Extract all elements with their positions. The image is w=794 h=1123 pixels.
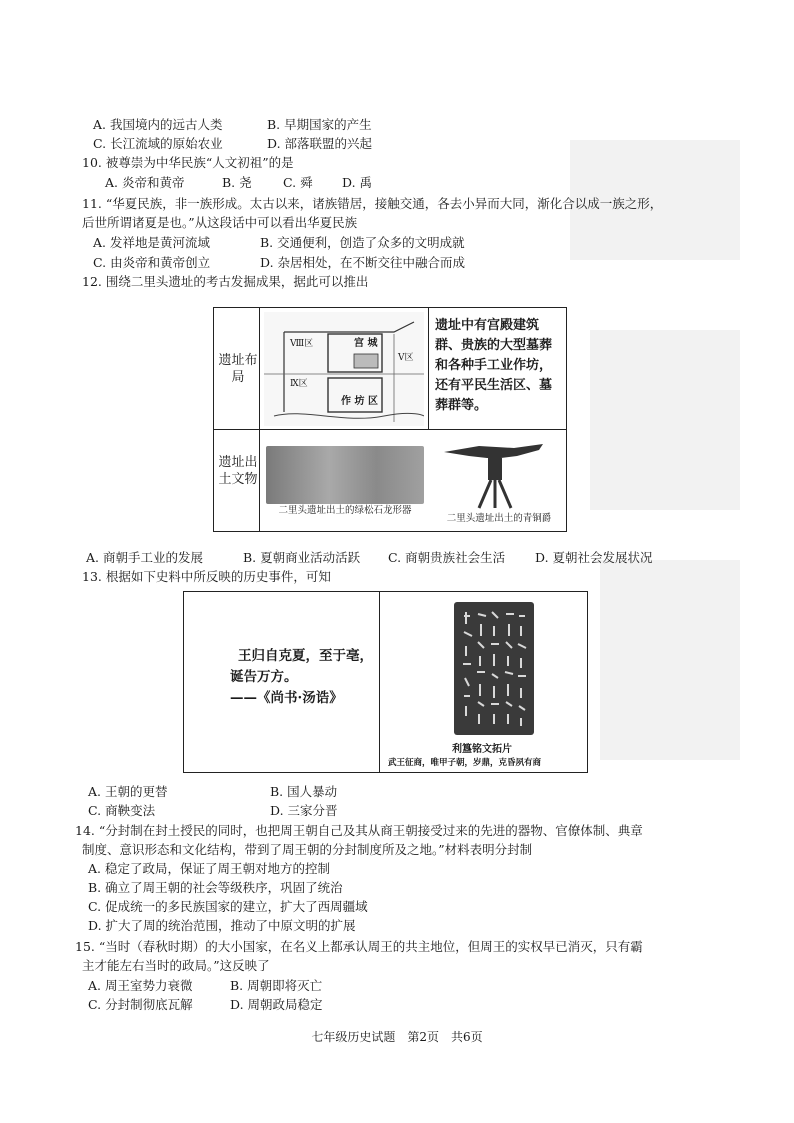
- caption-dragon: 二里头遗址出土的绿松石龙形器: [278, 505, 412, 516]
- quote-line2: 诞告万方。: [230, 669, 298, 685]
- caption-jue: 二里头遗址出土的青铜爵: [446, 513, 552, 524]
- q11-stem-line2: 后世所谓诸夏是也。”从这段话中可以看出华夏民族: [82, 215, 358, 230]
- map-label-workshop: 作 坊 区: [341, 396, 378, 407]
- q10-option-d: D. 禹: [342, 175, 373, 190]
- site-layout-description: 遗址中有宫殿建筑群、贵族的大型墓葬和各种手工业作坊，还有平民生活区、墓葬群等。: [435, 318, 553, 413]
- q9-option-d: D. 部落联盟的兴起: [267, 136, 373, 151]
- q13-option-c: C. 商鞅变法: [88, 803, 156, 818]
- bleed-through-shade: [590, 330, 740, 510]
- q14-stem-line1: 14. “分封制在封土授民的同时，也把周王朝自己及其从商王朝接受过来的先进的器物、官僚体制、典章: [75, 823, 643, 838]
- q14-option-c: C. 促成统一的多民族国家的建立，扩大了西周疆域: [88, 899, 368, 914]
- q9-option-b: B. 早期国家的产生: [267, 117, 372, 132]
- q11-option-b: B. 交通便利，创造了众多的文明成就: [260, 235, 465, 250]
- q12-option-b: B. 夏朝商业活动活跃: [243, 550, 361, 565]
- q9-option-a: A. 我国境内的远古人类: [93, 117, 223, 132]
- q12-option-d: D. 夏朝社会发展状况: [535, 550, 653, 565]
- q10-option-c: C. 舜: [283, 175, 313, 190]
- q15-option-c: C. 分封制彻底瓦解: [88, 997, 193, 1012]
- q15-option-b: B. 周朝即将灭亡: [230, 978, 323, 993]
- q14-option-b: B. 确立了周王朝的社会等级秩序，巩固了统治: [88, 880, 343, 895]
- q13-option-b: B. 国人暴动: [270, 784, 338, 799]
- turquoise-dragon-image: [266, 446, 424, 504]
- inscription-glyphs: [454, 602, 534, 735]
- q15-option-d: D. 周朝政局稳定: [230, 997, 323, 1012]
- q11-stem-line1: 11. “华夏民族，非一族形成。太古以来，诸族错居，接触交通，各去小异而大同，渐化合以成一族之形，: [82, 196, 663, 211]
- map-label-palace: 宫 城: [354, 338, 378, 349]
- q13-source-box: [183, 591, 588, 773]
- site-map: [264, 312, 424, 426]
- row-head-layout: 遗址布局: [218, 353, 258, 385]
- quote-source: ——《尚书·汤诰》: [230, 690, 343, 706]
- q10-option-b: B. 尧: [222, 175, 252, 190]
- rubbing-title: 利簋铭文拓片: [452, 744, 512, 755]
- page-footer: 七年级历史试题 第2页 共6页: [311, 1030, 483, 1044]
- li-gui-inscription-rubbing: [454, 602, 534, 735]
- q13-option-a: A. 王朝的更替: [88, 784, 168, 799]
- q13-stem: 13. 根据如下史料中所反映的历史事件，可知: [82, 569, 331, 584]
- q11-option-d: D. 杂居相处，在不断交往中融合而成: [260, 255, 466, 270]
- q12-option-c: C. 商朝贵族社会生活: [388, 550, 506, 565]
- q12-stem: 12. 围绕二里头遗址的考古发掘成果，据此可以推出: [82, 274, 369, 289]
- q15-stem-line2: 主才能左右当时的政局。”这反映了: [82, 958, 270, 973]
- q10-option-a: A. 炎帝和黄帝: [105, 175, 185, 190]
- q11-option-c: C. 由炎帝和黄帝创立: [93, 255, 211, 270]
- q12-option-a: A. 商朝手工业的发展: [86, 550, 203, 565]
- q11-option-a: A. 发祥地是黄河流域: [93, 235, 210, 250]
- q12-evidence-table: [213, 307, 567, 532]
- q15-stem-line1: 15. “当时（春秋时期）的大小国家，在名义上都承认周王的共主地位，但周王的实权早已消灭，只有霸: [75, 939, 643, 954]
- q13-option-d: D. 三家分晋: [270, 803, 338, 818]
- bronze-jue-image: [439, 440, 549, 510]
- q9-option-c: C. 长江流域的原始农业: [93, 136, 223, 151]
- q10-stem: 10. 被尊崇为中华民族“人文初祖”的是: [82, 155, 294, 170]
- q14-option-d: D. 扩大了周的统治范围，推动了中原文明的扩展: [88, 918, 356, 933]
- row-head-artifacts: 遗址出土文物: [218, 455, 258, 487]
- bleed-through-shade: [600, 560, 740, 760]
- map-label-zone9: Ⅸ区: [290, 379, 308, 389]
- rubbing-note: 武王征商，唯甲子朝，岁鼎，克昏夙有商: [388, 758, 542, 768]
- q15-option-a: A. 周王室势力衰微: [88, 978, 193, 993]
- q14-option-a: A. 稳定了政局，保证了周王朝对地方的控制: [88, 861, 330, 876]
- map-label-zone5: Ⅴ区: [398, 353, 414, 363]
- q14-stem-line2: 制度、意识形态和文化结构，带到了周王朝的分封制度所及之地。”材料表明分封制: [82, 842, 533, 857]
- quote-line1: 王归自克夏，至于亳，: [238, 648, 373, 664]
- map-label-zone8: Ⅷ区: [290, 339, 314, 349]
